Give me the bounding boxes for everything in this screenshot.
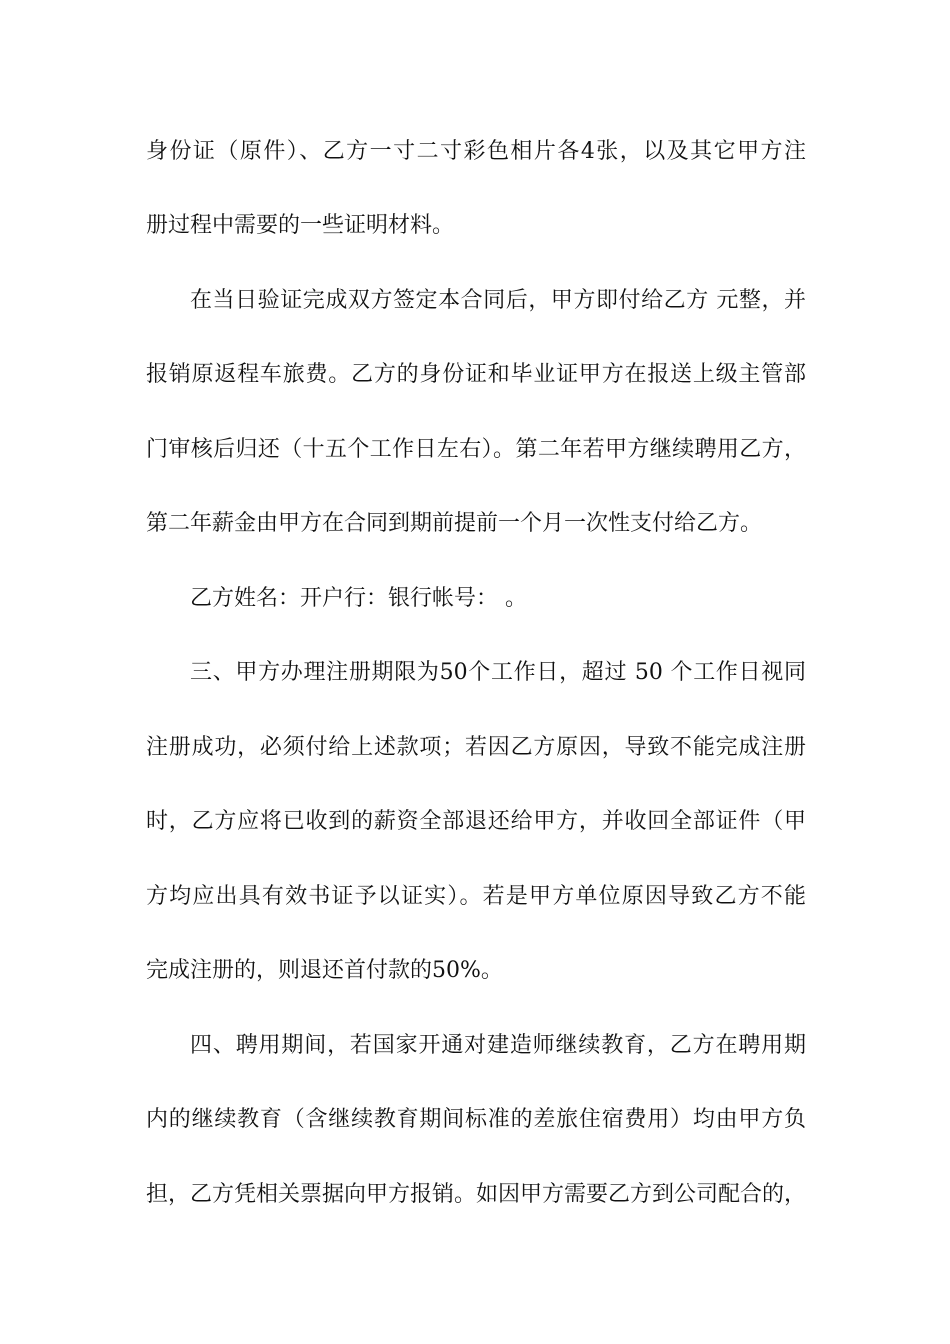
paragraph-first-line: 三、甲方办理注册期限为50个工作日，超过 50 个工作日视同 xyxy=(190,660,806,685)
paragraph-first-line: 四、聘用期间，若国家开通对建造师继续教育，乙方在聘用期 xyxy=(190,1033,806,1058)
text-line: 内的继续教育（含继续教育期间标准的差旅住宿费用）均由甲方负 xyxy=(146,1107,806,1132)
text-line: 册过程中需要的一些证明材料。 xyxy=(146,213,455,238)
text-line: 担，乙方凭相关票据向甲方报销。如因甲方需要乙方到公司配合的， xyxy=(146,1182,806,1207)
text-line: 身份证（原件）、乙方一寸二寸彩色相片各4张，以及其它甲方注 xyxy=(146,139,806,164)
text-line: 时，乙方应将已收到的薪资全部退还给甲方，并收回全部证件（甲 xyxy=(146,809,806,834)
text-line: 门审核后归还（十五个工作日左右）。第二年若甲方继续聘用乙方， xyxy=(146,437,806,462)
text-line: 完成注册的，则退还首付款的50%。 xyxy=(146,958,503,983)
text-line: 报销原返程车旅费。乙方的身份证和毕业证甲方在报送上级主管部 xyxy=(146,362,806,387)
text-line: 方均应出具有效书证予以证实）。若是甲方单位原因导致乙方不能 xyxy=(146,884,806,909)
text-line: 注册成功，必须付给上述款项；若因乙方原因，导致不能完成注册 xyxy=(146,735,806,760)
paragraph-first-line: 在当日验证完成双方签定本合同后，甲方即付给乙方 元整，并 xyxy=(190,288,806,313)
text-line: 第二年薪金由甲方在合同到期前提前一个月一次性支付给乙方。 xyxy=(146,511,763,536)
bank-info-line: 乙方姓名：开户行：银行帐号： 。 xyxy=(190,586,527,611)
